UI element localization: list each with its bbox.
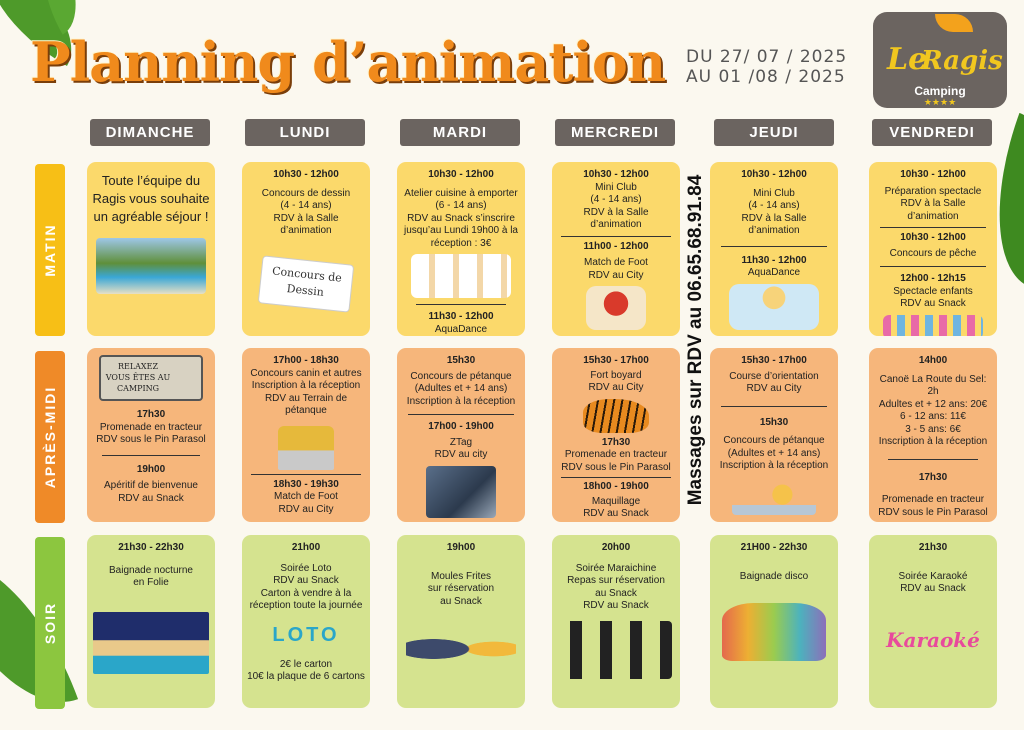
card-soir-dimanche: 21h30 - 22h30 Baignade nocturne en Folie (87, 535, 215, 708)
card-soir-jeudi: 21H00 - 22h30 Baignade disco (710, 535, 838, 708)
tiger-image (583, 399, 649, 433)
day-header-jeudi: JEUDI (714, 119, 834, 146)
card-soir-vendredi: 21h30 Soirée Karaoké RDV au Snack Karaoké (869, 535, 997, 708)
card-soir-lundi: 21h00 Soirée Loto RDV au Snack Carton à vendre à la réception toute la journée LOTO 2€ le carton 10€ la plaque de 6 cartons (242, 535, 370, 708)
logo-camping: Camping (914, 84, 966, 98)
card-soir-mardi: 19h00 Moules Frites sur réservation au Snack (397, 535, 525, 708)
football-players-image (586, 286, 646, 330)
logo-le: Le (887, 42, 928, 77)
relax-sign-image: RELAXEZ VOUS ÊTES AU CAMPING (99, 355, 203, 401)
day-header-lundi: LUNDI (245, 119, 365, 146)
day-header-mercredi: MERCREDI (555, 119, 675, 146)
section-matin: MATIN (35, 164, 65, 336)
day-header-mardi: MARDI (400, 119, 520, 146)
children-show-image (883, 315, 983, 337)
concours-dessin-image: Concours de Dessin (258, 255, 355, 312)
card-apres-lundi: 17h00 - 18h30 Concours canin et autres Inscription à la réception RDV au Terrain de pétanque 18h30 - 19h30 Match de Foot RDV au City (242, 348, 370, 522)
day-header-vendredi: VENDREDI (872, 119, 992, 146)
petanque-player-image (732, 481, 816, 515)
trophy-podium-image (278, 426, 334, 470)
pool-photo (96, 238, 206, 294)
section-apres-midi: APRÈS-MIDI (35, 351, 65, 523)
pool-party-image (93, 612, 209, 674)
card-apres-mercredi: 15h30 - 17h00 Fort boyard RDV au City 17h30 Promenade en tracteur RDV sous le Pin Parasol 18h00 - 19h00 Maquillage RDV au Snack (552, 348, 680, 522)
card-matin-jeudi: 10h30 - 12h00 Mini Club (4 - 14 ans) RDV à la Salle d’animation 11h30 - 12h00 AquaDance (710, 162, 838, 336)
leaf-icon (935, 14, 973, 32)
card-matin-dimanche: Toute l’équipe du Ragis vous souhaite un agréable séjour ! (87, 162, 215, 336)
card-soir-mercredi: 20h00 Soirée Maraichine Repas sur réservation au Snack RDV au Snack (552, 535, 680, 708)
disco-dancers-image (722, 603, 826, 661)
loto-image: LOTO (272, 623, 340, 646)
card-apres-vendredi: 14h00 Canoë La Route du Sel: 2h Adultes et + 12 ans: 20€ 6 - 12 ans: 11€ 3 - 5 ans: 6€ Inscription à la réception 17h30 Promenade en tracteur RDV sous le Pin Parasol (869, 348, 997, 522)
card-apres-mardi: 15h30 Concours de pétanque (Adultes et + 14 ans) Inscription à la réception 17h00 - 19h00 ZTag RDV au city (397, 348, 525, 522)
card-apres-jeudi: 15h30 - 17h00 Course d’orientation RDV au City 15h30 Concours de pétanque (Adultes et + 14 ans) Inscription à la réception (710, 348, 838, 522)
karaoke-image: Karaoké (886, 627, 980, 652)
card-matin-mardi: 10h30 - 12h00 Atelier cuisine à emporter (6 - 14 ans) RDV au Snack s’inscrire jusqu’au Lundi 19h00 à la réception : 3€ 11h30 - 12h00 AquaDance (397, 162, 525, 336)
ztag-image (426, 466, 496, 518)
page-title: Planning d’animation (30, 30, 666, 94)
card-matin-vendredi: 10h30 - 12h00 Préparation spectacle RDV à la Salle d’animation 10h30 - 12h00 Concours de pêche 12h00 - 12h15 Spectacle enfants RDV au Snack (869, 162, 997, 336)
logo-ragis: Ragis (921, 46, 1003, 76)
folk-dancers-image (560, 621, 672, 679)
card-apres-dimanche: RELAXEZ VOUS ÊTES AU CAMPING 17h30 Promenade en tracteur RDV sous le Pin Parasol 19h00 Apéritif de bienvenue RDV au Snack (87, 348, 215, 522)
day-header-dimanche: DIMANCHE (90, 119, 210, 146)
mussels-fries-image (406, 626, 516, 672)
aquadance-image (729, 284, 819, 330)
camping-logo (873, 12, 1007, 108)
chefs-cooking-image (411, 254, 511, 298)
massage-booking-text: Massages sur RDV au 06.65.68.91.84 (685, 174, 706, 506)
date-from: DU 27/ 07 / 2025 (686, 47, 848, 67)
card-matin-lundi: 10h30 - 12h00 Concours de dessin (4 - 14 ans) RDV à la Salle d’animation Concours de Dessin (242, 162, 370, 336)
date-to: AU 01 /08 / 2025 (686, 67, 846, 87)
section-soir: SOIR (35, 537, 65, 709)
card-matin-mercredi: 10h30 - 12h00 Mini Club (4 - 14 ans) RDV à la Salle d’animation 11h00 - 12h00 Match de Foot RDV au City (552, 162, 680, 336)
date-range (686, 47, 847, 87)
stars-icon: ★★★★ (923, 97, 957, 107)
